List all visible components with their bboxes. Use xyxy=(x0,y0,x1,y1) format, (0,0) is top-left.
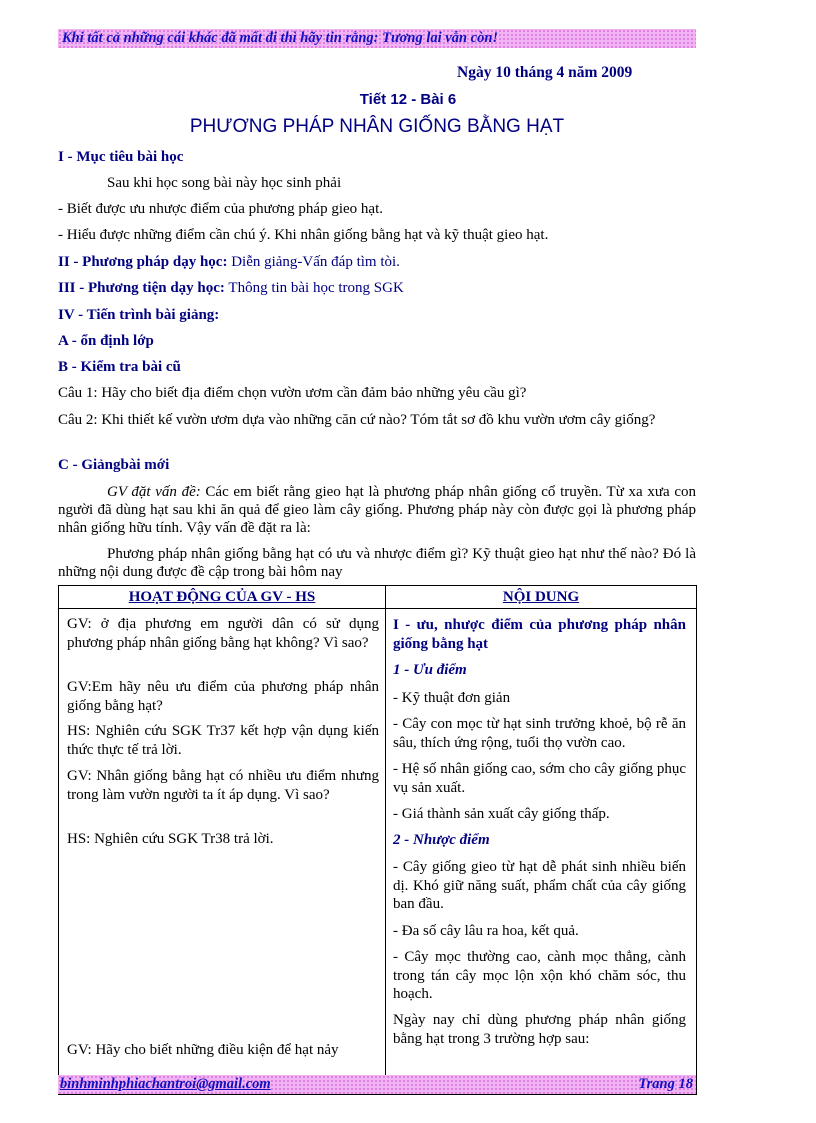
header-quote: Khi tất cả những cái khác đã mất đi thì hãy tin rằng: Tương lai vẫn còn! xyxy=(62,30,499,46)
section-1-intro: Sau khi học song bài này học sinh phải xyxy=(107,175,342,191)
activity-item: GV: ở địa phương em người dân có sử dụng phương pháp nhân giống bằng hạt không? Vì sao? xyxy=(67,616,379,651)
header-band xyxy=(58,29,696,48)
advantage-item: - Hệ số nhân giống cao, sớm cho cây giống phục vụ sản xuất. xyxy=(393,761,686,796)
content-subheading-advantages: 1 - Ưu điểm xyxy=(393,662,467,678)
section-3 xyxy=(58,279,696,297)
section-2-label: II - Phương pháp dạy học: xyxy=(58,254,228,270)
section-3-text: Thông tin bài học trong SGK xyxy=(224,280,404,296)
table-header-content: NỘI DUNG xyxy=(386,586,697,609)
question-2: Câu 2: Khi thiết kế vườn ươm dựa vào những căn cứ nào? Tóm tắt sơ đồ khu vườn ươm cây giống? xyxy=(58,412,656,428)
page-title: PHƯƠNG PHÁP NHÂN GIỐNG BẰNG HẠT xyxy=(189,116,565,137)
question-1: Câu 1: Hãy cho biết địa điểm chọn vườn ươm cần đảm bảo những yêu cầu gì? xyxy=(58,385,527,401)
advantage-item: - Cây con mọc từ hạt sinh trưởng khoẻ, bộ rễ ăn sâu, thích ứng rộng, tuổi thọ vườn cao. xyxy=(393,716,686,751)
section-4-title: IV - Tiến trình bài giảng: xyxy=(58,307,220,323)
lesson-date: Ngày 10 tháng 4 năm 2009 xyxy=(457,64,633,81)
section-1-item-2: - Hiểu được những điểm cần chú ý. Khi nhân giống bằng hạt và kỹ thuật gieo hạt. xyxy=(58,227,549,243)
activity-item: HS: Nghiên cứu SGK Tr37 kết hợp vận dụng kiến thức thực tế trả lời. xyxy=(67,723,379,758)
footer-page-number: Trang 18 xyxy=(638,1076,693,1092)
section-2-text: Diễn giảng-Vấn đáp tìm tòi. xyxy=(227,254,400,270)
advantage-item: - Kỹ thuật đơn giản xyxy=(393,690,511,706)
footer-band xyxy=(58,1075,696,1094)
section-2 xyxy=(58,253,696,271)
disadvantage-item: - Cây mọc thường cao, cành mọc thẳng, cành trong tán cây mọc lộn xộn khó chăm sóc, thu hoạch. xyxy=(393,949,686,1002)
activity-item: GV:Em hãy nêu ưu điểm của phương pháp nhân giống bằng hạt? xyxy=(67,679,379,714)
table-header-activities: HOẠT ĐỘNG CỦA GV - HS xyxy=(59,586,386,609)
subsection-c-title: C - Giảngbài mới xyxy=(58,457,170,473)
activity-item: HS: Nghiên cứu SGK Tr38 trả lời. xyxy=(67,831,274,847)
section-1-item-1: - Biết được ưu nhược điểm của phương pháp gieo hạt. xyxy=(58,201,383,217)
activities-cell xyxy=(59,609,386,1095)
lesson-number: Tiết 12 - Bài 6 xyxy=(359,91,457,108)
activity-item: GV: Nhân giống bằng hạt có nhiều ưu điểm nhưng trong làm vườn người ta ít áp dụng. Vì sao? xyxy=(67,768,379,803)
subsection-b-title: B - Kiểm tra bài cũ xyxy=(58,359,181,375)
intro-gv-text: Các em biết rằng gieo hạt là phương pháp nhân giống cổ truyền. Từ xa xưa con người đã dùng hạt sau khi ăn quả để gieo làm cây giống. Phương pháp này còn được gọi là phương pháp nhân giống hữu tính. Vậy vấn đề đặt ra là: xyxy=(58,484,696,536)
content-heading: I - ưu, nhược điểm của phương pháp nhân giống bằng hạt xyxy=(393,617,686,652)
disadvantage-item: - Cây giống gieo từ hạt dễ phát sinh nhiều biến dị. Khó giữ năng suất, phẩm chất của cây giống ban đầu. xyxy=(393,859,686,912)
footer-email-link[interactable]: binhminhphiachantroi@gmail.com xyxy=(60,1076,271,1092)
lesson-table xyxy=(58,585,697,1095)
intro-paragraph xyxy=(58,483,696,537)
activity-item: GV: Hãy cho biết những điều kiện để hạt nảy xyxy=(67,1042,339,1058)
intro-gv-label: GV đặt vấn đề: xyxy=(107,484,201,500)
section-1-title: I - Mục tiêu bài học xyxy=(58,149,184,165)
section-3-label: III - Phương tiện dạy học: xyxy=(58,280,225,296)
content-cell xyxy=(386,609,697,1095)
disadvantage-item: - Đa số cây lâu ra hoa, kết quả. xyxy=(393,923,579,939)
content-subheading-disadvantages: 2 - Nhược điểm xyxy=(393,832,490,848)
subsection-a-title: A - ổn định lớp xyxy=(58,333,154,349)
intro-paragraph-2: Phương pháp nhân giống bằng hạt có ưu và nhược điểm gì? Kỹ thuật gieo hạt như thế nào? Đó là những nội dung được đề cập trong bài hôm nay xyxy=(58,546,696,580)
disadvantage-item: Ngày nay chỉ dùng phương pháp nhân giống bằng hạt trong 3 trường hợp sau: xyxy=(393,1012,686,1047)
advantage-item: - Giá thành sản xuất cây giống thấp. xyxy=(393,806,610,822)
